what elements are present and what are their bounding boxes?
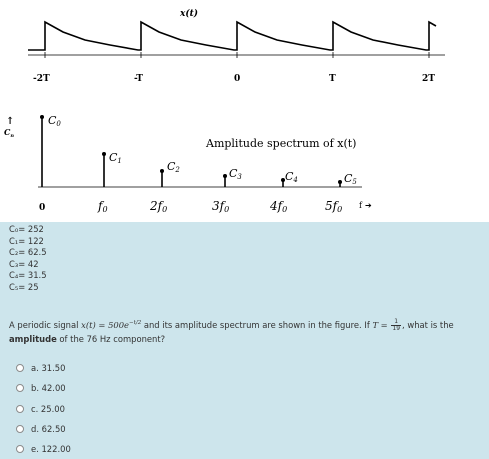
freq-tick-label: 2f0 bbox=[150, 199, 168, 214]
spectrum-dot-c0 bbox=[40, 115, 44, 119]
amp-axis-up-arrow: ↑ bbox=[6, 116, 15, 127]
option-label: e. 122.00 bbox=[31, 444, 71, 455]
option-d[interactable] bbox=[16, 419, 71, 439]
time-tick-label: 2T bbox=[422, 74, 435, 84]
figure-panel bbox=[0, 0, 489, 222]
coef-label-c0: C0 bbox=[48, 114, 61, 128]
time-tick-label: T bbox=[329, 74, 336, 84]
period-fraction: $\frac{1}{19}$ bbox=[392, 317, 401, 332]
coefficient-value: C₅= 25 bbox=[9, 281, 39, 292]
spectrum-dot-c2 bbox=[160, 169, 164, 173]
radio-button[interactable] bbox=[16, 384, 24, 392]
option-label: d. 62.50 bbox=[31, 424, 66, 435]
question-bold-term: amplitude bbox=[9, 334, 57, 345]
radio-button[interactable] bbox=[16, 425, 24, 433]
radio-button[interactable] bbox=[16, 364, 24, 372]
freq-axis-arrow: ➔ bbox=[365, 201, 372, 210]
spectrum-dot-c1 bbox=[102, 152, 106, 156]
coefficient-value: C₂= 62.5 bbox=[9, 247, 47, 258]
signal-label: x(t) bbox=[180, 9, 199, 19]
coefficient-list bbox=[9, 224, 47, 294]
freq-axis-label: f bbox=[359, 201, 362, 210]
option-label: a. 31.50 bbox=[31, 363, 66, 374]
question-text: A periodic signal $x(t) = 500e^{-t/2}$ and its amplitude spectrum are shown in the figure. If T = $\frac{1}{19}$ , what is the amplitude of the 76 Hz component? bbox=[9, 317, 454, 345]
spectrum-title: Amplitude spectrum of x(t) bbox=[206, 137, 357, 150]
coef-label-c4: C4 bbox=[285, 170, 298, 184]
coefficient-value: C₀= 252 bbox=[9, 224, 44, 234]
time-signal-plot bbox=[28, 8, 445, 84]
coefficient-value: C₃= 42 bbox=[9, 258, 39, 269]
freq-tick-label: 3f0 bbox=[212, 199, 230, 214]
option-b[interactable] bbox=[16, 378, 71, 398]
radio-button[interactable] bbox=[16, 405, 24, 413]
time-tick-label: -2T bbox=[33, 74, 50, 84]
signal-expression: $x(t) = 500e^{-t/2}$ bbox=[81, 319, 142, 330]
coef-label-c2: C2 bbox=[167, 160, 180, 174]
option-e[interactable] bbox=[16, 439, 71, 459]
coefficient-value: C₄= 31.5 bbox=[9, 270, 47, 281]
radio-button[interactable] bbox=[16, 445, 24, 453]
amp-axis-label: $C_n$ bbox=[4, 127, 15, 139]
time-tick-label: 0 bbox=[234, 74, 241, 84]
freq-tick-label: 0 bbox=[39, 203, 46, 213]
spectrum-dot-c5 bbox=[338, 180, 342, 184]
option-label: b. 42.00 bbox=[31, 383, 66, 394]
period-expression: T = bbox=[372, 319, 388, 330]
coef-label-c3: C3 bbox=[229, 167, 242, 181]
coef-label-c5: C5 bbox=[344, 172, 357, 186]
spectrum-dot-c3 bbox=[223, 174, 227, 178]
time-tick-label: -T bbox=[134, 74, 143, 84]
option-a[interactable] bbox=[16, 358, 71, 378]
coefficient-value: C₁= 122 bbox=[9, 235, 44, 246]
freq-tick-label: f0 bbox=[98, 199, 108, 214]
answer-options bbox=[16, 358, 71, 459]
option-label: c. 25.00 bbox=[31, 403, 65, 414]
option-c[interactable] bbox=[16, 399, 71, 419]
coef-label-c1: C1 bbox=[109, 151, 122, 165]
freq-tick-label: 4f0 bbox=[270, 199, 288, 214]
freq-tick-label: 5f0 bbox=[325, 199, 343, 214]
signal-and-spectrum-figure bbox=[0, 0, 489, 222]
signal-waveform bbox=[28, 22, 436, 50]
amplitude-spectrum-plot bbox=[4, 114, 372, 214]
